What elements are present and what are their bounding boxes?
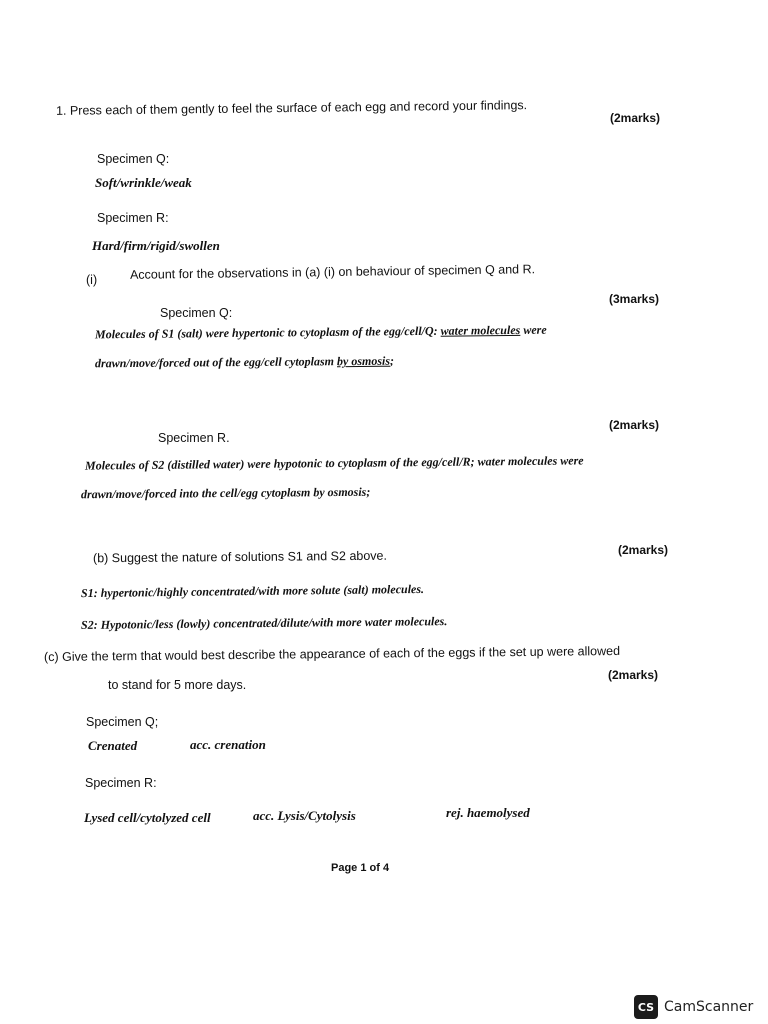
q1-i-number: (i) bbox=[86, 273, 98, 287]
q1-b-s1-answer: S1: hypertonic/highly concentrated/with more solute (salt) molecules. bbox=[80, 581, 425, 601]
q1-c-marks: (2marks) bbox=[608, 668, 659, 682]
q1-prompt: 1. Press each of them gently to feel the surface of each egg and record your findings. bbox=[55, 98, 528, 118]
q1-specimen-q-answer: Soft/wrinkle/weak bbox=[95, 175, 192, 190]
q1-i-q-answer-line1-underlined: water molecules bbox=[440, 322, 521, 338]
q1-i-specimen-r-label: Specimen R. bbox=[158, 431, 230, 445]
q1-c-r-acc: acc. Lysis/Cytolysis bbox=[253, 808, 356, 823]
q1-c-r-rej: rej. haemolysed bbox=[446, 805, 530, 820]
q1-specimen-q-label: Specimen Q: bbox=[97, 152, 170, 166]
q1-c-specimen-r-label: Specimen R: bbox=[85, 776, 157, 790]
q1-i-r-answer-line2: drawn/move/forced into the cell/egg cytoplasm by osmosis; bbox=[80, 484, 371, 502]
q1-i-r-answer-line1: Molecules of S2 (distilled water) were hypotonic to cytoplasm of the egg/cell/R; water molecules were bbox=[84, 453, 584, 473]
page-number: Page 1 of 4 bbox=[331, 862, 390, 874]
q1-c-prompt-line1: (c) Give the term that would best describe the appearance of each of the eggs if the set up were allowed bbox=[43, 643, 621, 665]
q1-c-q-answer: Crenated bbox=[88, 738, 138, 753]
q1-i-q-answer-line2 bbox=[95, 353, 394, 372]
q1-specimen-r-label: Specimen R: bbox=[97, 211, 169, 225]
camscanner-watermark: CamScanner bbox=[664, 999, 754, 1015]
q1-i-q-answer-line1-end: were bbox=[520, 322, 547, 337]
q1-c-r-answer: Lysed cell/cytolyzed cell bbox=[84, 810, 211, 825]
q1-i-specimen-q-label: Specimen Q: bbox=[160, 306, 233, 320]
q1-i-marks-r: (2marks) bbox=[609, 418, 660, 432]
q1-c-q-acc: acc. crenation bbox=[190, 737, 266, 752]
q1-i-prompt: Account for the observations in (a) (i) on behaviour of specimen Q and R. bbox=[129, 262, 536, 282]
q1-b-marks: (2marks) bbox=[618, 543, 669, 557]
q1-i-q-answer-line1 bbox=[95, 322, 547, 343]
q1-i-q-answer-line2-start: drawn/move/forced out of the egg/cell cytoplasm bbox=[94, 354, 338, 371]
camscanner-logo-icon: CS bbox=[634, 995, 658, 1019]
q1-b-s2-answer: S2: Hypotonic/less (lowly) concentrated/dilute/with more water molecules. bbox=[80, 614, 448, 632]
q1-c-prompt-line2: to stand for 5 more days. bbox=[108, 678, 247, 692]
q1-i-q-answer-line2-end: ; bbox=[389, 353, 395, 368]
q1-i-q-answer-line2-underlined: by osmosis bbox=[336, 353, 391, 369]
q1-c-specimen-q-label: Specimen Q; bbox=[86, 715, 159, 729]
q1-i-marks: (3marks) bbox=[609, 292, 660, 306]
q1-i-q-answer-line1-start: Molecules of S1 (salt) were hypertonic to cytoplasm of the egg/cell/Q: bbox=[94, 323, 441, 342]
q1-specimen-r-answer: Hard/firm/rigid/swollen bbox=[92, 238, 220, 253]
q1-marks: (2marks) bbox=[610, 111, 661, 125]
q1-b-prompt: (b) Suggest the nature of solutions S1 and S2 above. bbox=[92, 548, 388, 566]
